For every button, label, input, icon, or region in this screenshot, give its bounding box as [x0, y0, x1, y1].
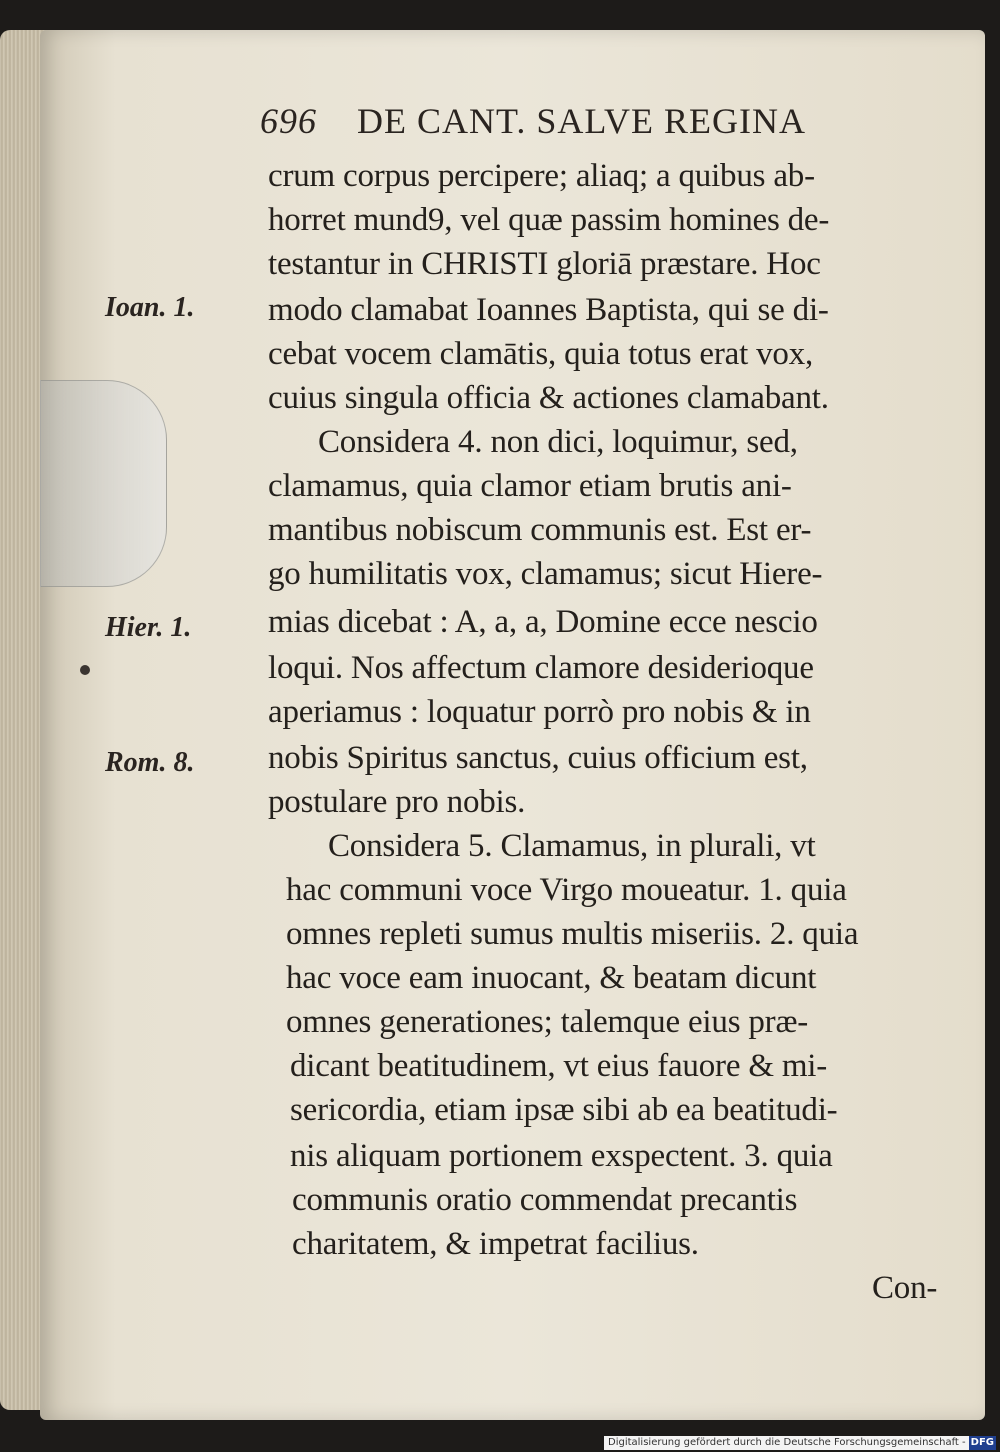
text-line: go humilitatis vox, clamamus; sicut Hiere-	[268, 556, 823, 592]
text-line: mantibus nobiscum communis est. Est er-	[268, 512, 812, 548]
text-line: clamamus, quia clamor etiam brutis ani-	[268, 468, 792, 504]
catchword: Con-	[872, 1270, 938, 1306]
page-header	[260, 100, 900, 150]
text-line: loqui. Nos affectum clamore desiderioque	[268, 650, 814, 686]
page-clip	[40, 380, 167, 587]
digitization-footer	[604, 1436, 994, 1450]
dfg-logo: DFG	[970, 1437, 994, 1448]
text-line: omnes generationes; talemque eius præ-	[286, 1004, 809, 1040]
page-number: 696	[260, 101, 317, 141]
text-line: communis oratio commendat precantis	[292, 1182, 798, 1218]
text-line: nobis Spiritus sanctus, cuius officium est,	[268, 740, 808, 776]
text-line: cebat vocem clamātis, quia totus erat vox,	[268, 336, 814, 372]
text-line: omnes repleti sumus multis miseriis. 2. quia	[286, 916, 859, 952]
text-line: nis aliquam portionem exspectent. 3. quia	[290, 1138, 833, 1174]
margin-note-ioan: Ioan. 1.	[105, 292, 195, 323]
text-line: cuius singula officia & actiones clamabant.	[268, 380, 829, 416]
text-line: crum corpus percipere; aliaq; a quibus ab-	[268, 158, 815, 194]
margin-note-rom: Rom. 8.	[105, 747, 195, 778]
text-line: charitatem, & impetrat facilius.	[292, 1226, 699, 1262]
text-line: sericordia, etiam ipsæ sibi ab ea beatitudi-	[290, 1092, 838, 1128]
text-line: hac communi voce Virgo moueatur. 1. quia	[286, 872, 847, 908]
text-line: Considera 4. non dici, loquimur, sed,	[318, 424, 798, 460]
text-line: aperiamus : loquatur porrò pro nobis & in	[268, 694, 811, 730]
text-line: Considera 5. Clamamus, in plurali, vt	[328, 828, 816, 864]
footer-text: Digitalisierung gefördert durch die Deutsche Forschungsgemeinschaft -	[608, 1437, 966, 1448]
margin-note-hier: Hier. 1.	[105, 612, 192, 643]
ink-mark	[80, 665, 90, 675]
text-line: hac voce eam inuocant, & beatam dicunt	[286, 960, 817, 996]
text-line: mias dicebat : A, a, a, Domine ecce nescio	[268, 604, 818, 640]
text-line: testantur in CHRISTI gloriā præstare. Hoc	[268, 246, 821, 282]
text-line: horret mund9, vel quæ passim homines de-	[268, 202, 830, 238]
text-line: postulare pro nobis.	[268, 784, 526, 820]
running-title: DE CANT. SALVE REGINA	[357, 101, 806, 141]
text-line: modo clamabat Ioannes Baptista, qui se di-	[268, 292, 829, 328]
text-line: dicant beatitudinem, vt eius fauore & mi-	[290, 1048, 828, 1084]
